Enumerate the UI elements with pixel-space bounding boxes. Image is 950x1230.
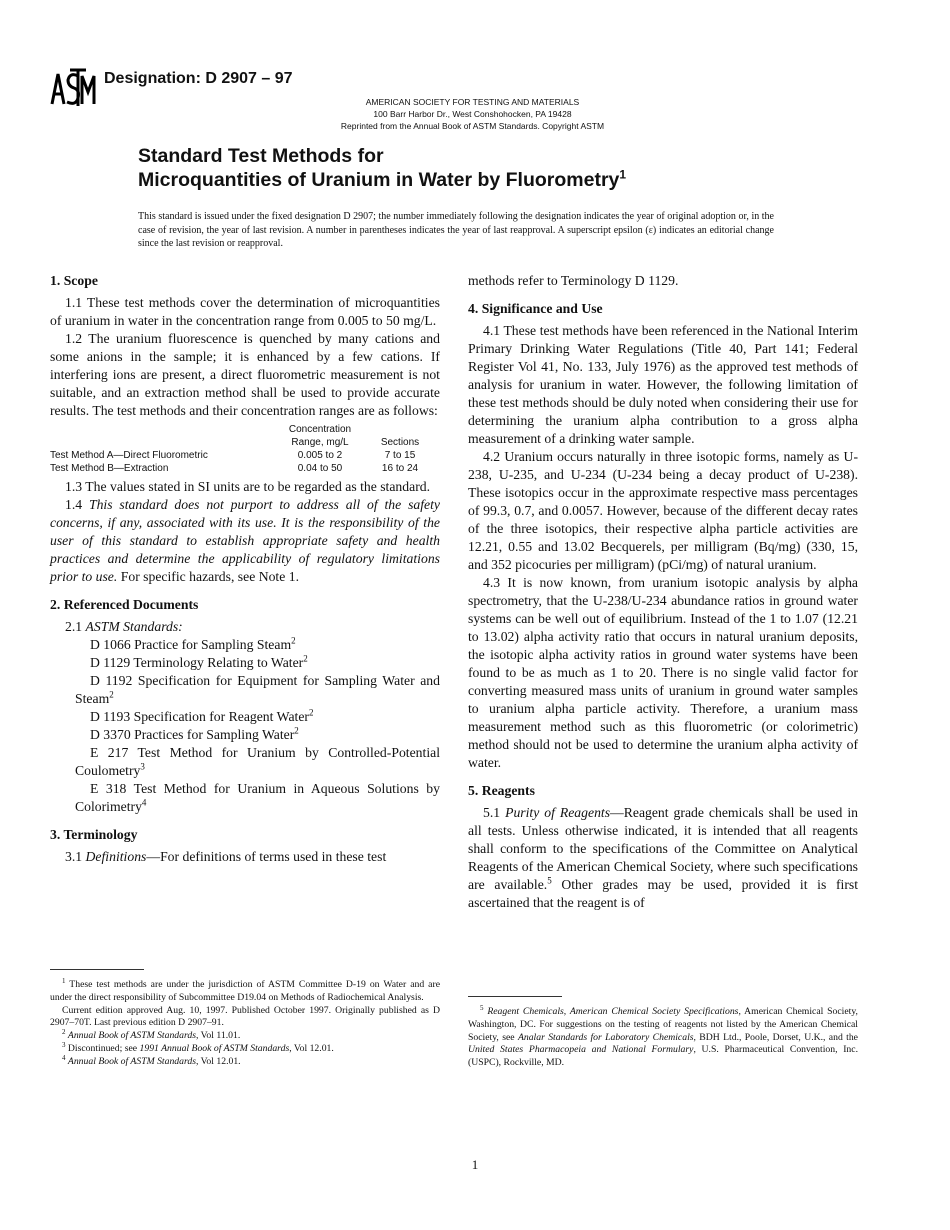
table-row (50, 449, 435, 462)
paragraph-1-3: 1.3 The values stated in SI units are to be regarded as the standard. (65, 479, 431, 494)
reference-item: E 217 Test Method for Uranium by Controlled-Potential Coulometry$^3$ (75, 745, 440, 778)
section-heading-referenced-documents: 2. Referenced Documents (50, 597, 199, 612)
paragraph-1-1: 1.1 These test methods cover the determination of microquantities of uranium in water in the concentration range from 0.005 to 50 mg/L. (50, 295, 440, 328)
reference-item: D 1066 Practice for Sampling Steam$^2$ (90, 635, 296, 652)
designation: Designation: D 2907 – 97 (104, 70, 293, 87)
footnotes-right (468, 1003, 858, 1070)
table-cell-method: Test Method B—Extraction (50, 463, 169, 474)
title-line-2: Microquantities of Uranium in Water by Fluorometry$^1$ (138, 167, 627, 191)
section-heading-terminology: 3. Terminology (50, 827, 138, 842)
publisher-block (300, 96, 645, 132)
table-row (50, 462, 435, 475)
footnote-3: $^3$ Discontinued; see 1991 Annual Book of ASTM Standards, Vol 12.01. (62, 1040, 334, 1054)
footnote-1-continued: Current edition approved Aug. 10, 1997. Published October 1997. Originally published as D 2907–70T. Last previous edition D 2907–91. (50, 1004, 440, 1029)
paragraph-1-2: 1.2 The uranium fluorescence is quenched by many cations and some anions in the sample; it is enhanced by a few cations. If interfering ions are present, a direct fluorometric measurement is not suitable, and an extraction method shall be used to provide accurate results. The test methods and their concentration ranges are as follows: (50, 331, 440, 418)
paragraph-3-1-continued: methods refer to Terminology D 1129. (468, 273, 679, 288)
publisher-line: 100 Barr Harbor Dr., West Conshohocken, PA 19428 (373, 109, 572, 119)
table-cell-sections: 16 to 24 (381, 463, 419, 474)
astm-logo (48, 66, 96, 110)
method-range-table (50, 423, 435, 475)
title-line-1: Standard Test Methods for (138, 145, 384, 167)
table-cell-sections: 7 to 15 (384, 450, 416, 461)
footnote-5: $^5$ Reagent Chemicals, American Chemical Society Specifications, American Chemical Society, Washington, DC. For suggestions on the testing of reagents not listed by the American Chemical Society, see Analar Standards for Laboratory Chemicals, BDH Ltd., Poole, Dorset, U.K., and the United States Pharmacopeia and National Formulary, U.S. Pharmaceutical Convention, Inc. (USPC), Rockville, MD. (468, 1003, 858, 1069)
table-header-range-2: Range, mg/L (291, 437, 349, 448)
footnote-4: $^4$ Annual Book of ASTM Standards, Vol 12.01. (62, 1053, 241, 1067)
reference-item: D 1129 Terminology Relating to Water$^2$ (90, 653, 308, 670)
paragraph-3-1: 3.1 Definitions—For definitions of terms used in these test (65, 849, 387, 864)
reference-item: E 318 Test Method for Uranium in Aqueous Solutions by Colorimetry$^4$ (75, 781, 440, 814)
publisher-line: Reprinted from the Annual Book of ASTM Standards. Copyright ASTM (340, 121, 605, 131)
table-header-sections: Sections (380, 437, 420, 448)
paragraph-4-2: 4.2 Uranium occurs naturally in three isotopic forms, namely as U-238, U-235, and U-234 (U-234 being a decay product of U-238). These isotopics occur in the approximate respective mass percentages of 99.3, 0.7, and 0.0057. However, because of the different decay rates of the three isotopics, their respective alpha particle activities are 12.21, 0.55 and 13.02 Becquerels, per milligram (Bq/mg) (330, 15, and 352 picocuries per milligram) (pCi/mg) of natural uranium. (468, 449, 858, 572)
document-title (138, 144, 626, 192)
standard-notice: This standard is issued under the fixed designation D 2907; the number immediately following the designation indicates the year of original adoption or, in the case of revision, the year of last revision. A number in parentheses indicates the year of last reapproval. A superscript epsilon (ε) indicates an editorial change since the last revision or reapproval. (138, 211, 774, 249)
reference-item: D 1192 Specification for Equipment for Sampling Water and Steam$^2$ (75, 673, 440, 706)
footnote-1: $^1$ These test methods are under the jurisdiction of ASTM Committee D-19 on Water and are under the direct responsibility of Subcommittee D19.04 on Methods of Radiochemical Analysis. (50, 976, 440, 1003)
reference-item: D 3370 Practices for Sampling Water$^2$ (90, 725, 299, 742)
table-cell-range: 0.04 to 50 (297, 463, 343, 474)
right-column (468, 272, 858, 912)
footnote-divider (468, 996, 562, 997)
paragraph-4-3: 4.3 It is now known, from uranium isotopic analysis by alpha spectrometry, that the U-238/U-234 abundance ratios in ground water systems can be well out of equilibrium. Instead of the 1 to 1.07 (12.21 to 13.02) alpha activity ratio that occurs in natural uranium deposits, the isotopic alpha activity ratios in ground water systems have been found to be as much as 1 to 20. There is no single valid factor for converting measured mass units of uranium in ground water samples to uranium alpha particle activity. Therefore, a uranium mass measurement method such as this fluorometric (or colorimetric) method should not be used to determine the uranium alpha activity of water. (468, 575, 858, 770)
reference-item: D 1193 Specification for Reagent Water$^2$ (90, 707, 314, 724)
publisher-line: AMERICAN SOCIETY FOR TESTING AND MATERIALS (365, 97, 580, 107)
section-heading-reagents: 5. Reagents (468, 783, 535, 798)
paragraph-5-1: 5.1 Purity of Reagents—Reagent grade chemicals shall be used in all tests. Unless otherwise indicated, it is intended that all reagents shall conform to the specifications of the Committee on Analytical Reagents of the American Chemical Society, where such specifications are available.$^5$ Other grades may be used, provided it is first ascertained that the reagent is of (468, 805, 859, 910)
table-cell-method: Test Method A—Direct Fluorometric (50, 450, 208, 461)
paragraph-4-1: 4.1 These test methods have been referenced in the National Interim Primary Drinking Water Regulations (Title 40, Part 141; Federal Register Vol 41, No. 133, July 1976) as the approved test methods of analysis for uranium in water. However, the following limitation of these test methods should be duly noted when considering their use for determining the uranium alpha contribution to a gross alpha measurement of a drinking water sample. (468, 323, 858, 446)
footnote-2: $^2$ Annual Book of ASTM Standards, Vol 11.01. (62, 1027, 241, 1042)
table-cell-range: 0.005 to 2 (297, 450, 343, 461)
page-number: 1 (471, 1157, 479, 1172)
paragraph-1-4: 1.4 This standard does not purport to address all of the safety concerns, if any, associated with its use. It is the responsibility of the user of this standard to establish appropriate safety and health practices and determine the applicability of regulatory limitations prior to use. For specific hazards, see Note 1. (50, 497, 440, 584)
section-heading-significance: 4. Significance and Use (468, 301, 603, 316)
left-column (50, 272, 440, 866)
footnote-divider (50, 969, 144, 970)
paragraph-2-1: 2.1 ASTM Standards: (65, 619, 183, 634)
title-footnote-mark: 1 (619, 167, 627, 182)
footnotes-left (50, 976, 440, 1069)
section-heading-scope: 1. Scope (50, 273, 98, 288)
table-header-range-1: Concentration (288, 424, 352, 435)
